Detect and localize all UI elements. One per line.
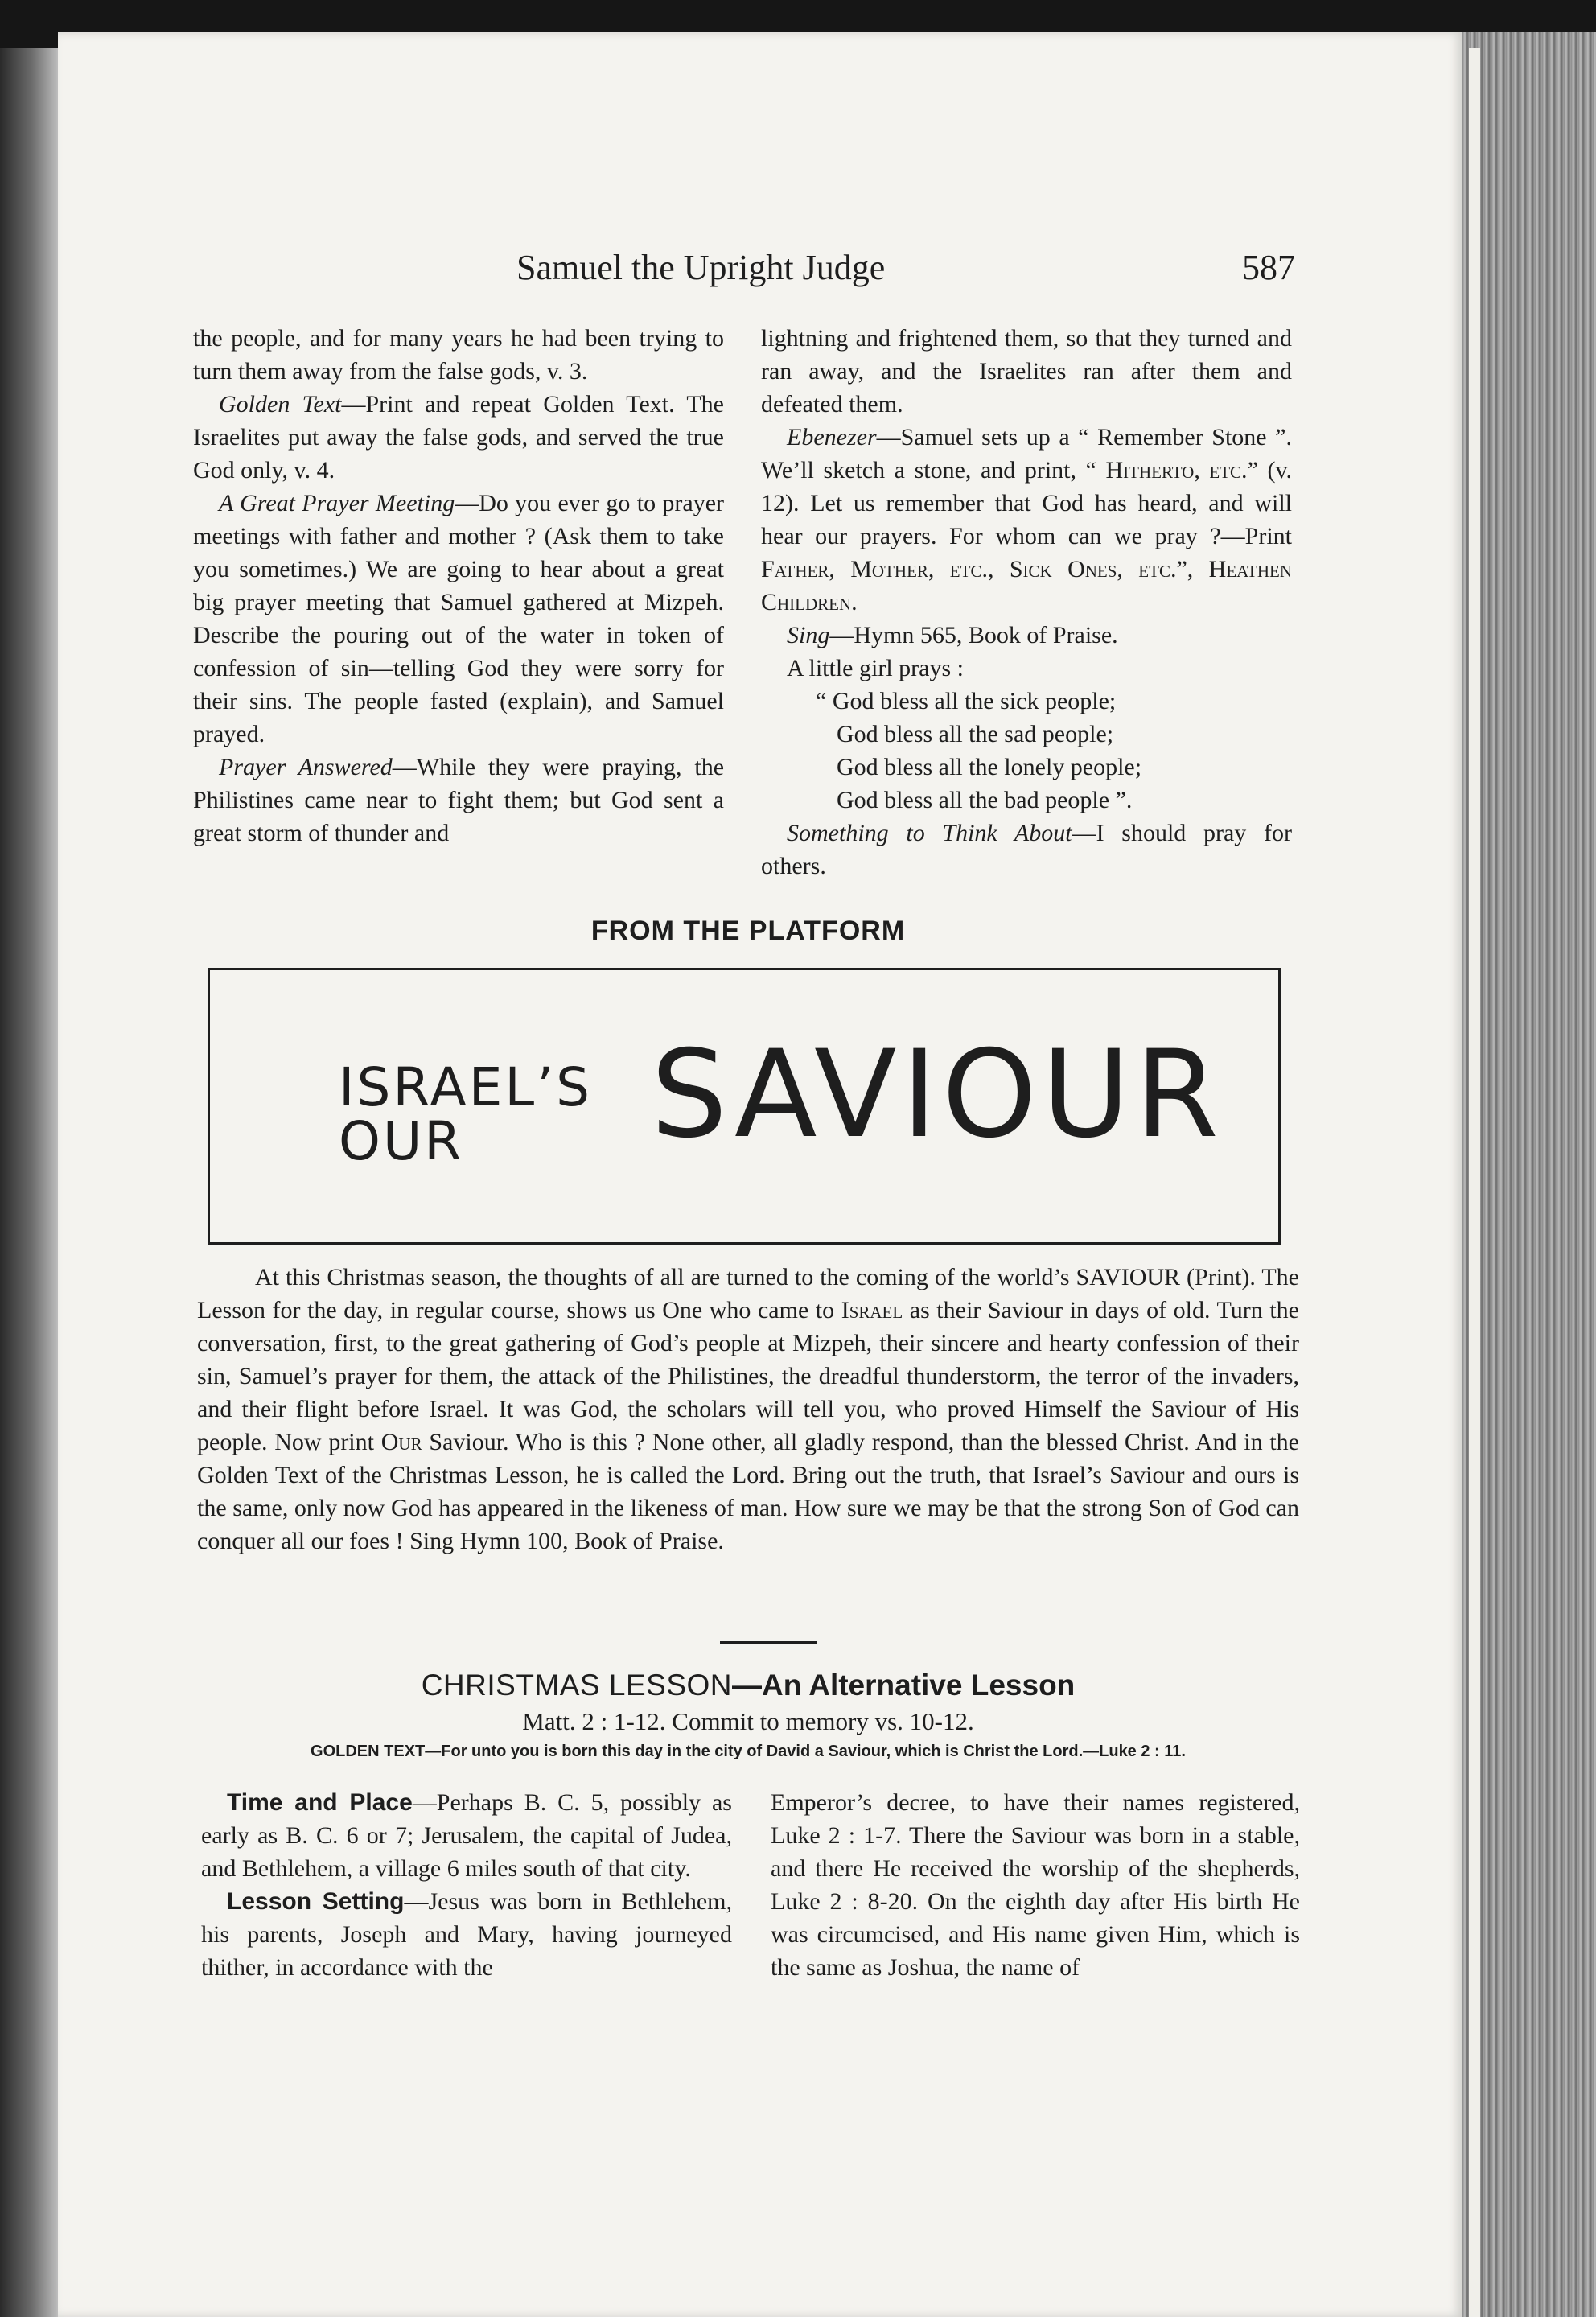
golden-text: GOLDEN TEXT—For unto you is born this day in the city of David a Saviour, which is Christ the Lord.—Luke 2 : 11. — [311, 1743, 1186, 1760]
poem-line: “ God bless all the sick people; — [816, 688, 1117, 714]
left-paragraph-1: the people, and for many years he had been trying to turn them away from the false gods, v. 3. — [193, 325, 724, 385]
book-edge-strip — [1469, 48, 1480, 2317]
lesson-right-column — [771, 1786, 1300, 1984]
lesson-left-column — [201, 1786, 732, 1984]
christmas-lesson-heading: CHRISTMAS LESSON—An Alternative Lesson — [421, 1669, 1076, 1702]
right-paragraph-think-about: Something to Think About—I should pray for others. — [761, 820, 1292, 879]
left-paragraph-prayer-meeting: A Great Prayer Meeting—Do you ever go to prayer meetings with father and mother ? (Ask them to take you sometimes.) We are going to hear about a great big prayer meeting that Samuel gathered at Mizpeh. Describe the pouring out of the water in token of confession of sin—telling God they were sorry for their sins. The people fasted (explain), and Samuel prayed. — [193, 490, 724, 747]
right-paragraph-ebenezer: Ebenezer—Samuel sets up a “ Remember Stone ”. We’ll sketch a stone, and print, “ Hitherto, etc.” (v. 12). Let us remember that God has heard, and will hear our prayers. For whom can we pray ?—Print Father, Mother, etc., Sick Ones, etc.”, Heathen Children. — [761, 424, 1292, 615]
board-word-our: OUR — [339, 1110, 464, 1172]
right-paragraph-girl-prays: A little girl prays : — [787, 655, 964, 681]
section-divider — [720, 1641, 817, 1644]
platform-heading: FROM THE PLATFORM — [590, 916, 906, 946]
blackboard-sketch — [208, 968, 1281, 1245]
think-about-label: Something to Think About — [787, 820, 1072, 846]
time-and-place: Time and Place—Perhaps B. C. 5, possibly as early as B. C. 6 or 7; Jerusalem, the capital of Judea, and Bethlehem, a village 6 miles south of that city. — [201, 1789, 732, 1882]
poem-line: God bless all the sad people; — [837, 721, 1114, 747]
platform-text — [197, 1261, 1299, 1558]
ebenezer-label: Ebenezer — [787, 424, 877, 451]
left-paragraph-prayer-answered: Prayer Answered—While they were praying, the Philistines came near to fight them; but God sent a great storm of thunder and — [193, 754, 725, 846]
right-paragraph-1: lightning and frightened them, so that they turned and ran away, and the Israelites ran after them and defeated them. — [761, 325, 1292, 418]
right-column — [761, 322, 1292, 883]
right-paragraph-sing: Sing—Hymn 565, Book of Praise. — [787, 622, 1118, 648]
lesson-right-paragraph: Emperor’s decree, to have their names registered, Luke 2 : 1-7. There the Saviour was born in a stable, and there He received the worship of the shepherds, Luke 2 : 8-20. On the eighth day after His birth He was circumcised, and His name given Him, which is the same as Joshua, the name of — [771, 1789, 1300, 1981]
book-fore-edge — [1462, 32, 1596, 2317]
board-word-israels: ISRAEL’S — [339, 1056, 593, 1118]
prayer-poem — [761, 685, 1292, 817]
prayer-answered-label: Prayer Answered — [219, 754, 393, 780]
poem-line: God bless all the bad people ”. — [837, 787, 1133, 813]
left-column — [193, 322, 724, 850]
left-paragraph-golden-text: Golden Text—Print and repeat Golden Text. The Israelites put away the false gods, and served the true God only, v. 4. — [193, 391, 724, 484]
golden-text-label: Golden Text — [219, 391, 342, 418]
page-number: 587 — [1242, 248, 1295, 287]
poem-line: God bless all the lonely people; — [837, 754, 1142, 780]
page-title: Samuel the Upright Judge — [516, 248, 886, 287]
platform-paragraph: At this Christmas season, the thoughts of all are turned to the coming of the world’s SAVIOUR (Print). The Lesson for the day, in regular course, shows us One who came to Israel as their Saviour in days of old. Turn the conversation, first, to the great gathering of God’s people at Mizpeh, their sincere and hearty confession of their sin, Samuel’s prayer for them, the attack of the Philistines, the dreadful thunderstorm, the terror of the invaders, and their flight before Israel. It was God, the scholars will tell you, who proved Himself the Saviour of His people. Now print Our Saviour. Who is this ? None other, all gladly respond, than the blessed Christ. And in the Golden Text of the Christmas Lesson, he is called the Lord. Bring out the truth, that Israel’s Saviour and ours is the same, only now God has appeared in the likeness of man. How sure we may be that the strong Son of God can conquer all our foes ! Sing Hymn 100, Book of Praise. — [197, 1264, 1299, 1554]
prayer-meeting-label: A Great Prayer Meeting — [219, 490, 455, 516]
memory-verse: Matt. 2 : 1-12. Commit to memory vs. 10-12. — [522, 1707, 974, 1735]
lesson-setting-label: Lesson Setting — [227, 1888, 405, 1915]
board-word-saviour: SAVIOUR — [651, 1025, 1224, 1165]
sing-label: Sing — [787, 622, 830, 648]
lesson-setting: Lesson Setting—Jesus was born in Bethlehem, his parents, Joseph and Mary, having journeyed thither, in accordance with the — [201, 1888, 732, 1981]
time-and-place-label: Time and Place — [227, 1789, 413, 1816]
left-page-edge — [0, 48, 58, 2317]
